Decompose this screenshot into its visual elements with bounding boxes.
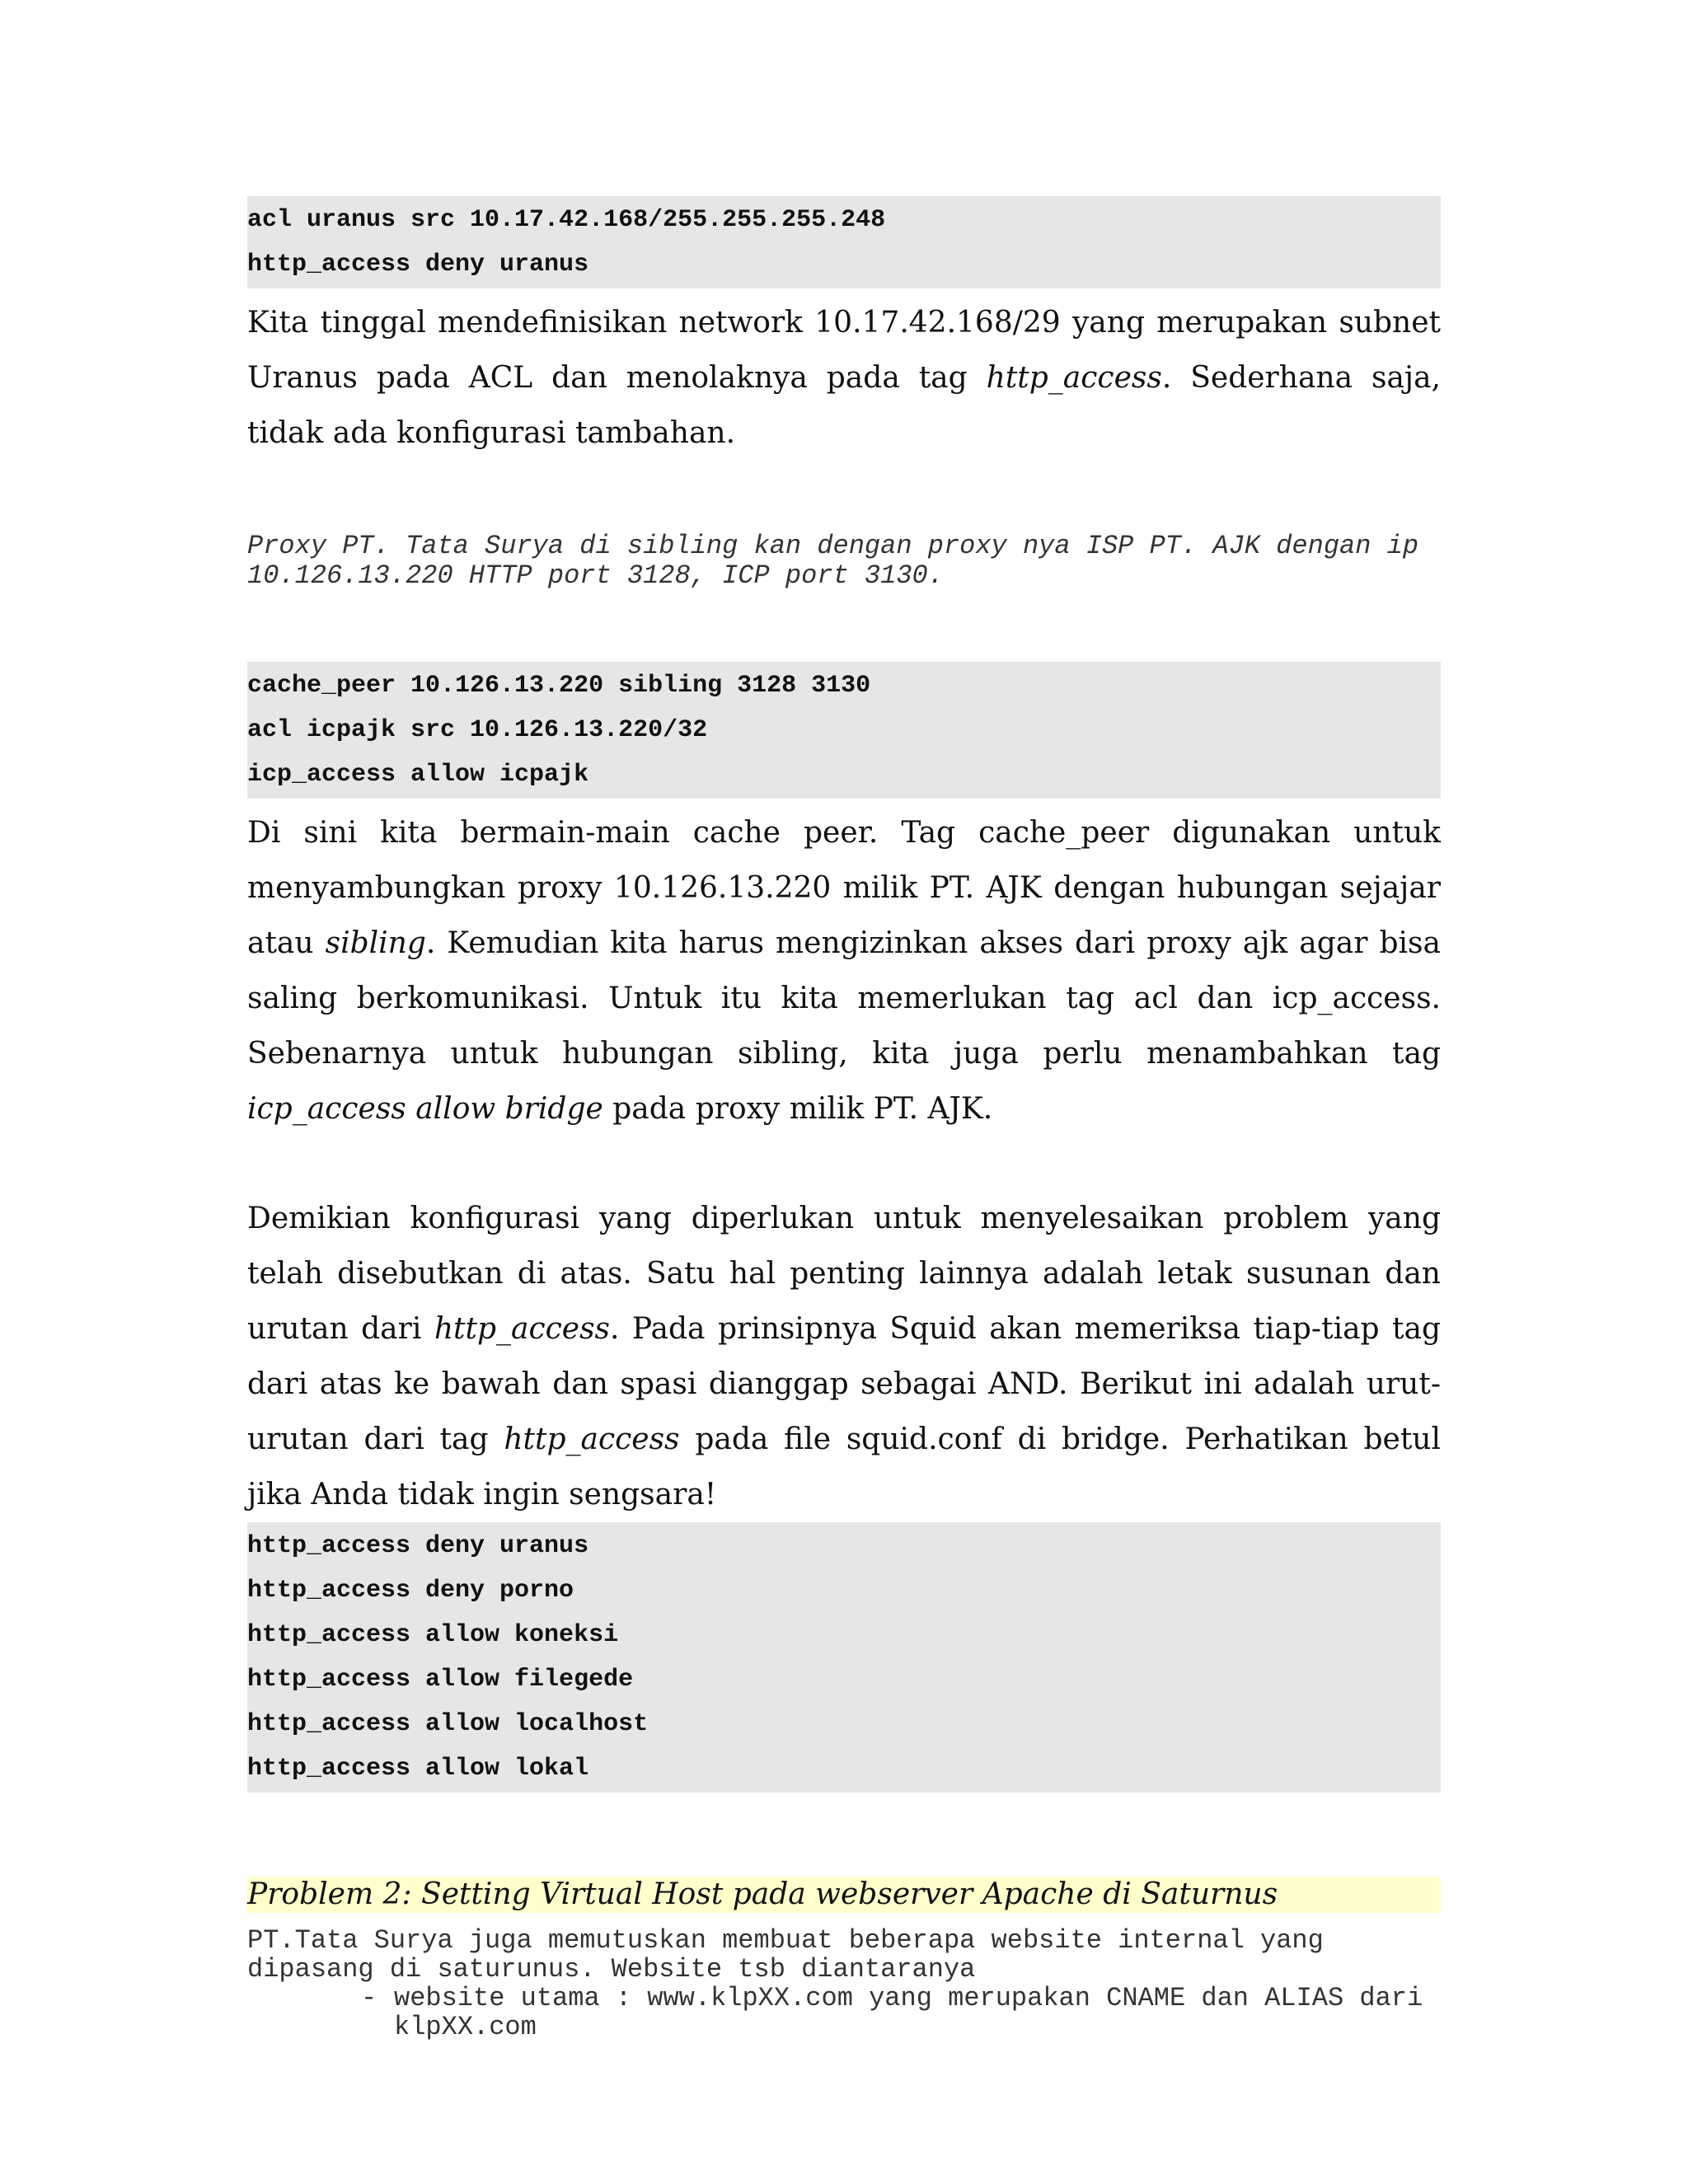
code-line: acl icpajk src 10.126.13.220/32 (247, 716, 708, 744)
paragraph-sibling (247, 805, 1441, 1137)
code-line: http_access allow lokal (247, 1755, 589, 1783)
problem-2-heading: Problem 2: Setting Virtual Host pada webserver Apache di Saturnus (247, 1877, 1441, 1913)
paragraph-access-order (247, 1191, 1441, 1522)
text-run: Kita tinggal mendefinisikan network 10.17.42.168/29 yang merupakan subnet Uranus pada ACL dan menolaknya pada tag (247, 306, 1441, 395)
code-line: http_access allow koneksi (247, 1621, 619, 1649)
emphasis-text: http_access (504, 1422, 680, 1456)
emphasis-text: http_access (986, 361, 1162, 395)
emphasis-text: sibling (325, 926, 426, 960)
text-run: Demikian konfigurasi yang diperlukan untuk menyelesaikan problem yang telah disebutkan di atas. Satu hal penting lainnya adalah letak susunan dan urutan dari (247, 1202, 1441, 1346)
text-run: . Kemudian kita harus mengizinkan akses dari proxy ajk agar bisa saling berkomunikasi. Untuk itu kita memerlukan tag acl dan icp_access. Sebenarnya untuk hubungan sibling, kita juga perlu menambahkan tag (247, 926, 1441, 1071)
code-line: http_access deny uranus (247, 1532, 589, 1560)
problem-2-intro: PT.Tata Surya juga memutuskan membuat beberapa website internal yang dipasang di saturunus. Website tsb diantaranya (247, 1925, 1324, 1985)
emphasis-text: icp_access allow bridge (247, 1092, 603, 1126)
task-note-sibling: Proxy PT. Tata Surya di sibling kan dengan proxy nya ISP PT. AJK dengan ip 10.126.13.220 HTTP port 3128, ICP port 3130. (247, 531, 1419, 591)
code-line: http_access allow localhost (247, 1710, 649, 1738)
code-line: http_access deny porno (247, 1577, 574, 1605)
code-block-uranus (247, 196, 1441, 288)
emphasis-text: http_access (434, 1312, 611, 1346)
problem-2-list (247, 1984, 1441, 2041)
list-item-text: website utama : www.klpXX.com yang merupakan CNAME dan ALIAS dari klpXX.com (394, 1983, 1423, 2042)
text-run: . Pada prinsipnya Squid akan memeriksa tiap-tiap tag dari atas ke bawah dan spasi dianggap sebagai AND. Berikut ini adalah urut-urutan dari tag (247, 1312, 1442, 1456)
code-line: acl uranus src 10.17.42.168/255.255.255.248 (247, 206, 886, 234)
code-line: http_access allow filegede (247, 1666, 634, 1694)
text-run: Di sini kita bermain-main cache peer. Tag cache_peer digunakan untuk menyambungkan proxy 10.126.13.220 milik PT. AJK dengan hubungan sejajar atau (247, 816, 1441, 960)
code-line: icp_access allow icpajk (247, 761, 589, 789)
text-run: pada file squid.conf di bridge. Perhatikan betul jika Anda tidak ingin sengsara! (247, 1422, 1441, 1511)
code-line: cache_peer 10.126.13.220 sibling 3128 3130 (247, 672, 871, 700)
code-block-sibling (247, 662, 1441, 799)
list-item (247, 1984, 1441, 2041)
document-page (247, 196, 1441, 2041)
paragraph-uranus (247, 295, 1441, 461)
text-run: pada proxy milik PT. AJK. (603, 1092, 993, 1126)
text-run: . Sederhana saja, tidak ada konfigurasi tambahan. (247, 361, 1442, 450)
code-block-access-order (247, 1522, 1441, 1793)
list-dash: - (361, 1983, 377, 2013)
code-line: http_access deny uranus (247, 251, 589, 279)
